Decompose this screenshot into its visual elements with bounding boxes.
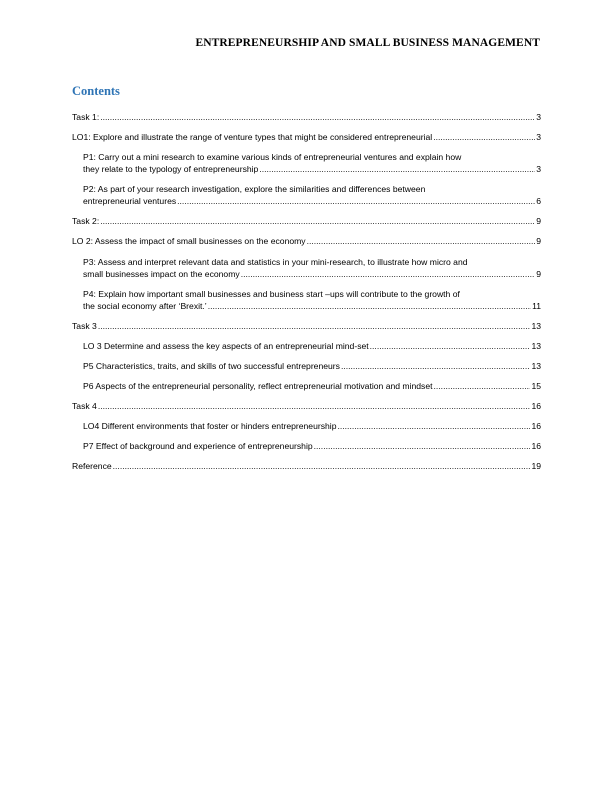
toc-page-number: 6 bbox=[536, 196, 541, 207]
toc-entry[interactable] bbox=[72, 320, 541, 332]
dot-leader bbox=[208, 300, 531, 312]
toc-entry[interactable] bbox=[83, 256, 541, 280]
dot-leader bbox=[433, 131, 535, 143]
dot-leader bbox=[241, 268, 536, 280]
toc-entry-text: the social economy after ‘Brexit.’ bbox=[83, 300, 207, 311]
toc-page-number: 13 bbox=[531, 340, 541, 351]
toc-page-number: 16 bbox=[531, 421, 541, 432]
toc-entry[interactable] bbox=[83, 360, 541, 372]
dot-leader bbox=[314, 440, 531, 452]
table-of-contents bbox=[72, 111, 541, 481]
toc-page-number: 19 bbox=[531, 461, 541, 472]
running-header: ENTREPRENEURSHIP AND SMALL BUSINESS MANAGEMENT bbox=[195, 37, 540, 49]
toc-page-number: 13 bbox=[531, 360, 541, 371]
toc-entry[interactable] bbox=[72, 235, 541, 247]
toc-entry-text: Task 2: bbox=[72, 216, 100, 227]
dot-leader bbox=[307, 235, 536, 247]
toc-entry-text: small businesses impact on the economy bbox=[83, 268, 240, 279]
dot-leader bbox=[98, 400, 531, 412]
toc-entry[interactable] bbox=[72, 111, 541, 123]
dot-leader bbox=[338, 420, 531, 432]
toc-entry[interactable] bbox=[72, 400, 541, 412]
toc-page-number: 16 bbox=[531, 441, 541, 452]
toc-entry-text: they relate to the typology of entrepreneurship bbox=[83, 164, 259, 175]
toc-entry-text: P7 Effect of background and experience of entrepreneurship bbox=[83, 441, 313, 452]
toc-entry[interactable] bbox=[83, 420, 541, 432]
toc-page-number: 9 bbox=[536, 236, 541, 247]
dot-leader bbox=[113, 460, 531, 472]
toc-entry[interactable] bbox=[83, 380, 541, 392]
toc-page-number: 9 bbox=[536, 216, 541, 227]
toc-entry[interactable] bbox=[83, 183, 541, 207]
toc-entry[interactable] bbox=[83, 151, 541, 175]
dot-leader bbox=[100, 111, 535, 123]
toc-page-number: 15 bbox=[531, 381, 541, 392]
toc-entry-text: LO 2: Assess the impact of small businesses on the economy bbox=[72, 236, 306, 247]
toc-page-number: 11 bbox=[532, 300, 541, 311]
toc-entry-text: LO1: Explore and illustrate the range of venture types that might be considered entrepreneurial bbox=[72, 132, 433, 143]
toc-entry-text: LO 3 Determine and assess the key aspects of an entrepreneurial mind-set bbox=[83, 340, 369, 351]
toc-entry-text: Reference bbox=[72, 461, 112, 472]
toc-entry-text: P2: As part of your research investigation, explore the similarities and differences between bbox=[83, 184, 426, 195]
toc-entry-text: LO4 Different environments that foster or hinders entrepreneurship bbox=[83, 421, 337, 432]
toc-entry-text: Task 1: bbox=[72, 112, 100, 122]
toc-page-number: 9 bbox=[536, 268, 541, 279]
toc-entry-text: entrepreneurial ventures bbox=[83, 196, 177, 207]
toc-entry[interactable] bbox=[72, 131, 541, 143]
toc-entry-text: Task 3 bbox=[72, 320, 97, 331]
toc-entry[interactable] bbox=[83, 340, 541, 352]
toc-entry-text: P1: Carry out a mini research to examine various kinds of entrepreneurial ventures and explain how bbox=[83, 152, 462, 163]
toc-entry-text: P3: Assess and interpret relevant data and statistics in your mini-research, to illustrate how micro and bbox=[83, 256, 468, 267]
toc-entry[interactable] bbox=[72, 215, 541, 227]
dot-leader bbox=[370, 340, 531, 352]
toc-page-number: 16 bbox=[531, 401, 541, 412]
dot-leader bbox=[177, 195, 535, 207]
toc-entry-text: Task 4 bbox=[72, 401, 97, 412]
toc-entry[interactable] bbox=[83, 288, 541, 312]
toc-entry-text: P5 Characteristics, traits, and skills of two successful entrepreneurs bbox=[83, 360, 340, 371]
toc-entry[interactable] bbox=[72, 460, 541, 472]
dot-leader bbox=[100, 215, 535, 227]
toc-entry-text: P4: Explain how important small businesses and business start –ups will contribute to the growth of bbox=[83, 288, 460, 299]
dot-leader bbox=[434, 380, 531, 392]
toc-page-number: 3 bbox=[536, 132, 541, 143]
dot-leader bbox=[341, 360, 530, 372]
toc-page-number: 13 bbox=[531, 320, 541, 331]
toc-page-number: 3 bbox=[536, 112, 541, 122]
toc-entry[interactable] bbox=[83, 440, 541, 452]
toc-entry-text: P6 Aspects of the entrepreneurial personality, reflect entrepreneurial motivation and mindset bbox=[83, 381, 433, 392]
dot-leader bbox=[98, 320, 531, 332]
dot-leader bbox=[259, 163, 535, 175]
toc-heading: Contents bbox=[72, 84, 120, 98]
toc-page-number: 3 bbox=[536, 164, 541, 175]
